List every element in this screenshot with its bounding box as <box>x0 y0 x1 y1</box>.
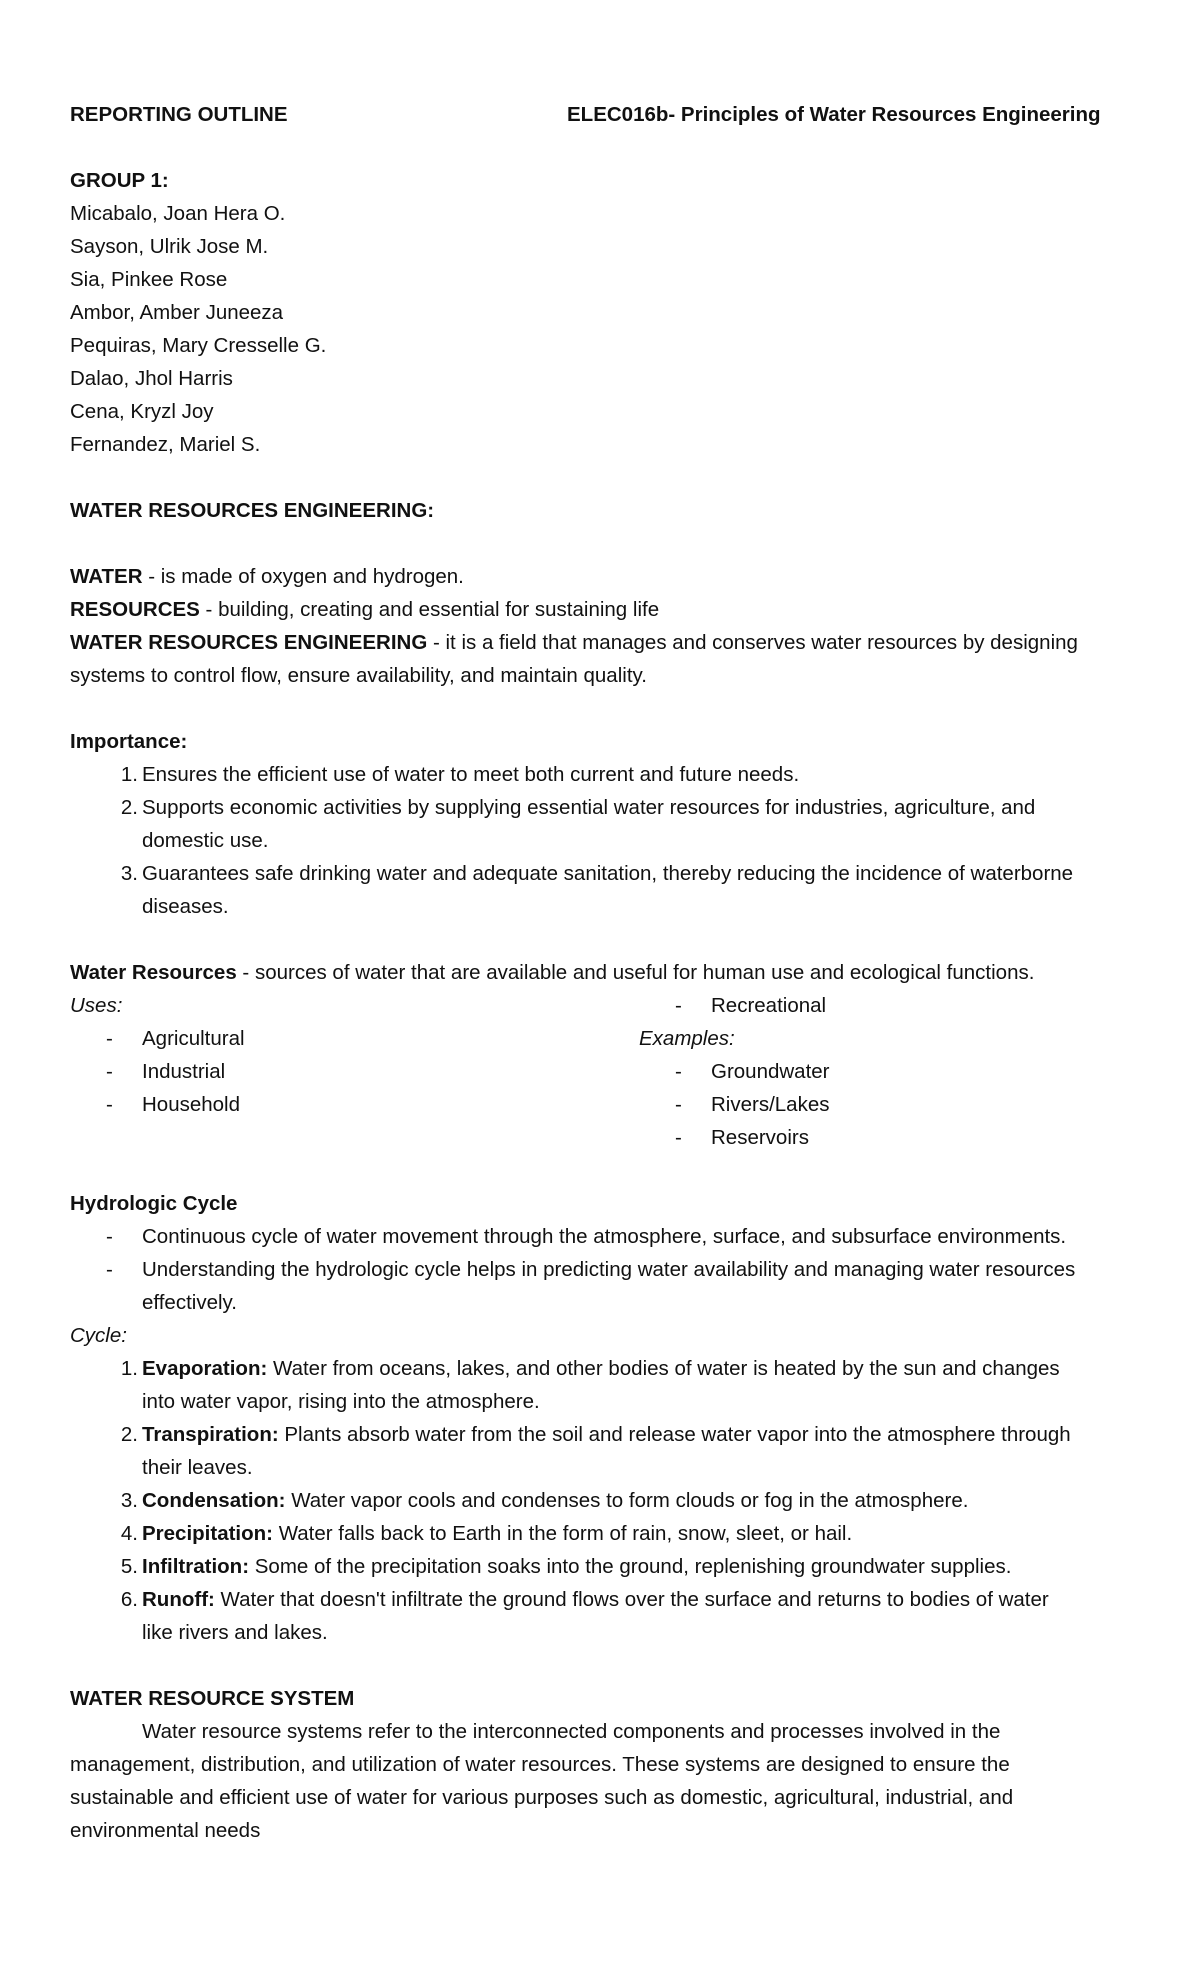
system-heading: WATER RESOURCE SYSTEM <box>70 1687 355 1710</box>
group-member: Fernandez, Mariel S. <box>70 433 261 456</box>
group-member: Ambor, Amber Juneeza <box>70 301 284 324</box>
definition-resources: RESOURCES - building, creating and essential for sustaining life <box>70 598 660 621</box>
uses-label: Uses: <box>70 994 123 1017</box>
importance-item: 1. Ensures the efficient use of water to meet both current and future needs. <box>120 763 800 786</box>
definition-wre: WATER RESOURCES ENGINEERING - it is a field that manages and conserves water resources by designing <box>70 631 1078 654</box>
importance-item-continued: diseases. <box>142 895 229 918</box>
group-member: Sayson, Ulrik Jose M. <box>70 235 269 258</box>
wre-heading: WATER RESOURCES ENGINEERING: <box>70 499 435 522</box>
importance-item: 2. Supports economic activities by supplying essential water resources for industries, agriculture, and <box>120 796 1036 819</box>
group-member: Cena, Kryzl Joy <box>70 400 214 423</box>
group-title: GROUP 1: <box>70 169 169 192</box>
group-member: Dalao, Jhol Harris <box>70 367 233 390</box>
group-member: Micabalo, Joan Hera O. <box>70 202 286 225</box>
system-paragraph-line: sustainable and efficient use of water for various purposes such as domestic, agricultural, industrial, and <box>70 1786 1014 1809</box>
cycle-label: Cycle: <box>70 1324 127 1347</box>
importance-item-continued: domestic use. <box>142 829 269 852</box>
group-member: Pequiras, Mary Cresselle G. <box>70 334 327 357</box>
definition-wre-continued: systems to control flow, ensure availability, and maintain quality. <box>70 664 647 687</box>
system-paragraph-line: Water resource systems refer to the interconnected components and processes involved in the <box>142 1720 1001 1743</box>
importance-heading: Importance: <box>70 730 188 753</box>
document-page: REPORTING OUTLINE ELEC016b- Principles of Water Resources Engineering GROUP 1: Micabalo, Joan Hera O. Sayson, Ulrik Jose M. Sia, Pinkee Rose Ambor, Amber Juneeza Pequiras, Mary Cresselle G. Dalao, Jhol Harris Cena, Kryzl Joy Fernandez, Mariel S. WATER RESOURCES ENGINEERING: WATER - is made of oxygen and hydrogen. RESOURCES - building, creating and essential for sustaining life WATER RESOURCES ENGINEERING - it is a field that manages and conserves water resources by designing systems to control flow, ensure availability, and maintain quality. Importance: 1. Ensures the efficient use of water to meet both current and future needs. 2. Supports economic activities by supplying essential water resources for industries, agriculture, and domestic use. 3. Guarantees safe drinking water and adequate sanitation, thereby reducing the incidence of waterborne diseases. Water Resources - sources of water that are available and useful for human use and ecological functions. Uses: - Agricultural - Industrial - Household - Recreational Examples: - Groundwater - Rivers/Lakes - Reservoirs Hydrologic Cycle - Continuous cycle of water movement through the atmosphere, surface, and subsurface environments. - Understanding the hydrologic cycle helps in predicting water availability and managing water resources effectively. Cycle: 1. Evaporation: Water from oceans, lakes, and other bodies of water is heated by the sun and changes into water vapor, rising into the atmosphere. 2. Transpiration: Plants absorb water from the soil and release water vapor into the atmosphere through their leaves. 3. Condensation: Water vapor cools and condenses to form clouds or fog in the atmosphere. 4. Precipitation: Water falls back to Earth in the form of rain, snow, sleet, or hail. 5. Infiltration: Some of the precipitation soaks into the ground, replenishing groundwater supplies. 6. Runoff: Water that doesn't infiltrate the ground flows over the surface and returns to bodies of water like rivers and lakes. WATER RESOURCE SYSTEM Water resource systems refer to the interconnected components and processes involved in the management, distribution, and utilization of water resources. These systems are designed to ensure the sustainable and efficient use of water for various purposes such as domestic, agricultural, industrial, and environmental needs <box>0 0 1200 1976</box>
water-resources-definition: Water Resources - sources of water that are available and useful for human use and ecological functions. <box>70 961 1035 984</box>
system-paragraph-line: management, distribution, and utilization of water resources. These systems are designed to ensure the <box>70 1753 1010 1776</box>
group-member: Sia, Pinkee Rose <box>70 268 228 291</box>
cycle-step-continued: into water vapor, rising into the atmosphere. <box>142 1390 540 1413</box>
header-left: REPORTING OUTLINE <box>70 103 288 126</box>
cycle-step-continued: their leaves. <box>142 1456 253 1479</box>
definition-water: WATER - is made of oxygen and hydrogen. <box>70 565 464 588</box>
hydrologic-bullet-continued: effectively. <box>142 1291 237 1314</box>
examples-label: Examples: <box>639 1027 735 1050</box>
importance-item: 3. Guarantees safe drinking water and adequate sanitation, thereby reducing the incidence of waterborne <box>120 862 1074 885</box>
hydrologic-heading: Hydrologic Cycle <box>70 1192 238 1215</box>
system-paragraph-line: environmental needs <box>70 1819 261 1842</box>
cycle-step-continued: like rivers and lakes. <box>142 1621 328 1644</box>
header-course-title: ELEC016b- Principles of Water Resources Engineering <box>567 103 1101 126</box>
